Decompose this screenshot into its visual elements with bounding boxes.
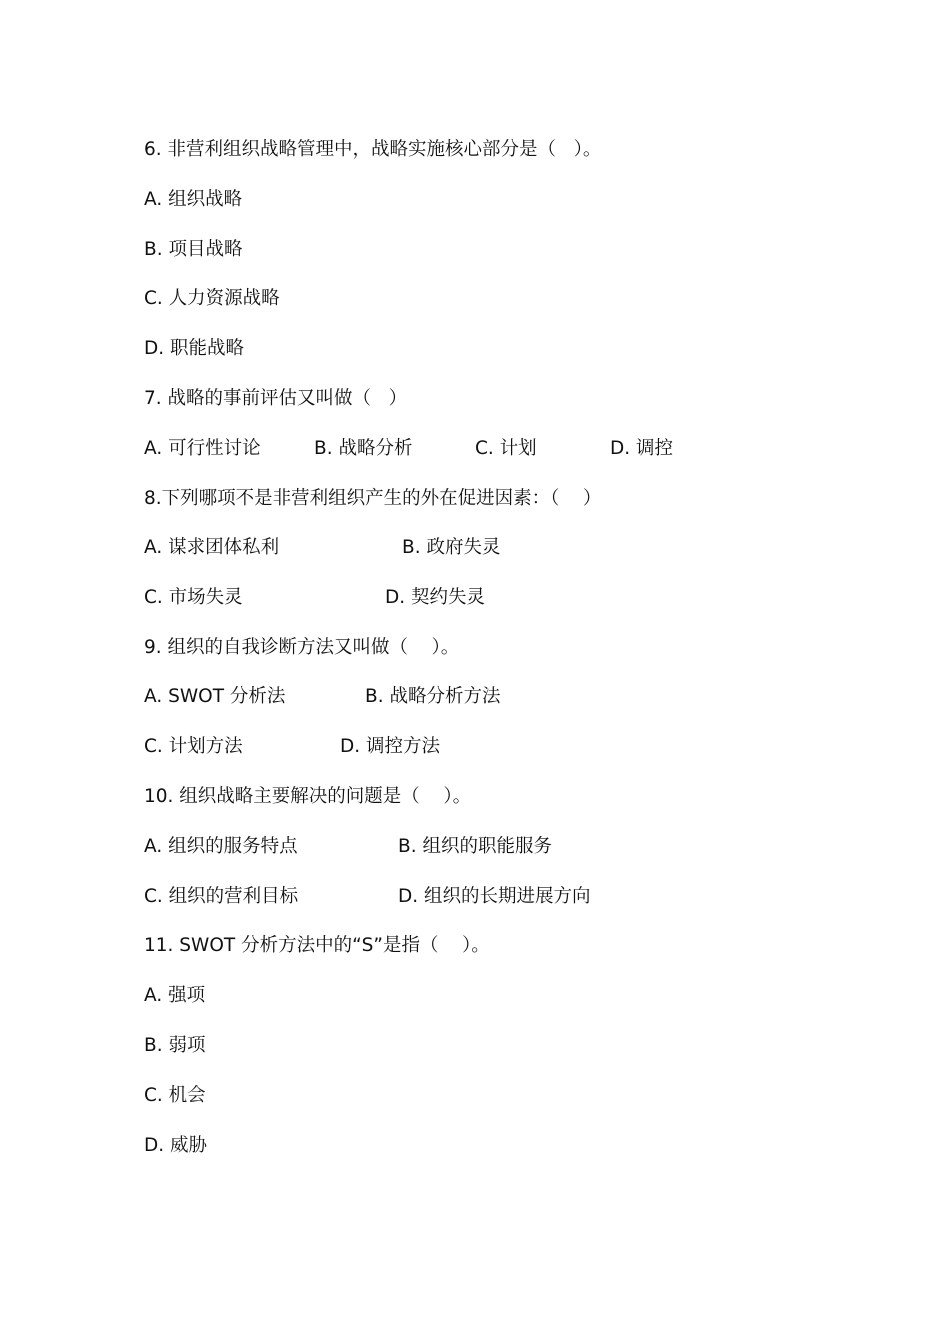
question-7-option-c: C. 计划 xyxy=(475,438,537,459)
question-8-options-row-2 xyxy=(144,583,844,613)
question-11-stem: 11. SWOT 分析方法中的“S”是指（ ）。 xyxy=(144,935,490,956)
question-8-option-d: D. 契约失灵 xyxy=(385,587,486,608)
question-10-option-b: B. 组织的职能服务 xyxy=(398,836,552,857)
question-7-option-b: B. 战略分析 xyxy=(314,438,413,459)
question-8-stem: 8.下列哪项不是非营利组织产生的外在促进因素：（ ） xyxy=(144,488,602,509)
question-10-stem: 10. 组织战略主要解决的问题是（ ）。 xyxy=(144,786,472,807)
question-7-options-row xyxy=(144,434,844,464)
question-9-stem: 9. 组织的自我诊断方法又叫做（ ）。 xyxy=(144,637,460,658)
question-10-option-a: A. 组织的服务特点 xyxy=(144,836,298,857)
question-6-option-a: A. 组织战略 xyxy=(144,189,243,210)
question-10-option-d: D. 组织的长期进展方向 xyxy=(398,886,591,907)
question-7-option-a: A. 可行性讨论 xyxy=(144,438,261,459)
question-8-option-a: A. 谋求团体私利 xyxy=(144,537,280,558)
question-9-option-b: B. 战略分析方法 xyxy=(365,686,501,707)
question-10-option-c: C. 组织的营利目标 xyxy=(144,886,299,907)
question-9-option-d: D. 调控方法 xyxy=(340,736,441,757)
question-9-options-row-1 xyxy=(144,682,844,712)
question-11-option-c: C. 机会 xyxy=(144,1085,206,1106)
question-6-option-c: C. 人力资源战略 xyxy=(144,288,280,309)
question-7-option-d: D. 调控 xyxy=(610,438,674,459)
question-8-option-c: C. 市场失灵 xyxy=(144,587,243,608)
question-6-option-b: B. 项目战略 xyxy=(144,239,243,260)
question-11-option-b: B. 弱项 xyxy=(144,1035,206,1056)
question-11-option-d: D. 威胁 xyxy=(144,1135,208,1156)
question-9-option-a: A. SWOT 分析法 xyxy=(144,686,286,707)
question-8-option-b: B. 政府失灵 xyxy=(402,537,501,558)
question-10-options-row-2 xyxy=(144,882,844,912)
question-9-options-row-2 xyxy=(144,732,844,762)
question-8-options-row-1 xyxy=(144,533,844,563)
question-11-option-a: A. 强项 xyxy=(144,985,206,1006)
question-6-option-d: D. 职能战略 xyxy=(144,338,245,359)
question-6-stem: 6. 非营利组织战略管理中，战略实施核心部分是（ ）。 xyxy=(144,139,602,160)
question-10-options-row-1 xyxy=(144,832,844,862)
question-7-stem: 7. 战略的事前评估又叫做（ ） xyxy=(144,388,408,409)
question-9-option-c: C. 计划方法 xyxy=(144,736,243,757)
